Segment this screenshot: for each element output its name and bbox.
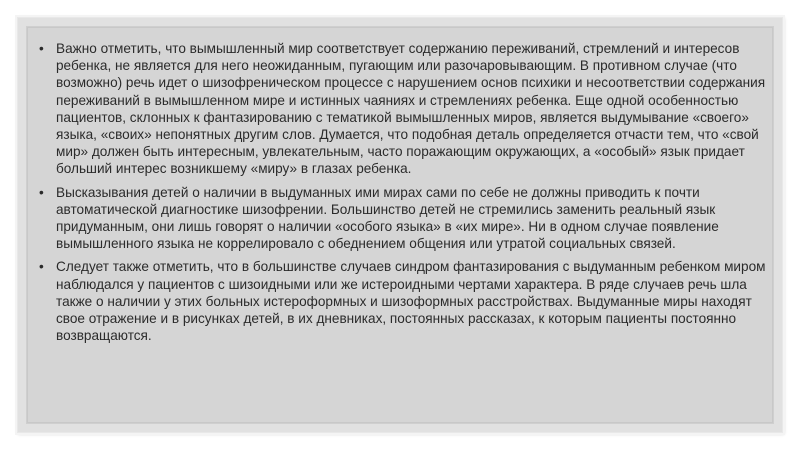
bullet-icon: • [39, 41, 44, 56]
content-panel [17, 17, 783, 433]
bullet-item [36, 40, 774, 178]
paragraph-text: Высказывания детей о наличии в выдуманных ими мирах сами по себе не должны приводить к почти автоматической диагностике шизофрении. Большинство детей не стремились заменить реальный язык придуманным, они лишь говорят о наличии «особого языка» в «их мире». Ни в одном случае появление вымышленного языка не коррелировало с обеднением общения или утратой социальных связей. [56, 184, 719, 252]
bullet-icon: • [39, 259, 44, 275]
bullet-item [36, 258, 774, 344]
paragraph-text: Следует также отметить, что в большинстве случаев синдром фантазирования с выдуманным ребенком миром наблюдался у пациентов с шизоидными или же истероидными чертами характера. В ряде случаев речь шла также о наличии у этих больных истероформных и шизоформных расстройствах. Выдуманные миры находят свое отражение и в рисунках детей, в их дневниках, постоянных рассказах, к которым пациенты постоянно возвращаются. [56, 259, 766, 344]
paragraph-text: Важно отметить, что вымышленный мир соответствует содержанию переживаний, стремлений и интересов ребенка, не является для него неожиданным, пугающим или разочаровывающим. В противном случае (что возможно) речь идет о шизофреническом процессе с нарушением основ психики и несоответствии содержания переживаний в вымышленном мире и истинных чаяниях и стремлениях ребенка. Еще одной особенностью пациентов, склонных к фантазированию с тематикой вымышленных миров, является выдумывание «своего» языка, «своих» непонятных другим слов. Думается, что подобная деталь определяется отчасти тем, что «свой мир» должен быть интересным, увлекательным, часто поражающим окружающих, а «особый» язык придает больший интерес возникшему «миру» в глазах ребенка. [56, 41, 766, 177]
bullet-list [36, 40, 774, 344]
text-body [36, 40, 774, 350]
bullet-item [36, 184, 774, 253]
bullet-icon: • [39, 184, 44, 200]
content-panel-inner [26, 26, 774, 424]
